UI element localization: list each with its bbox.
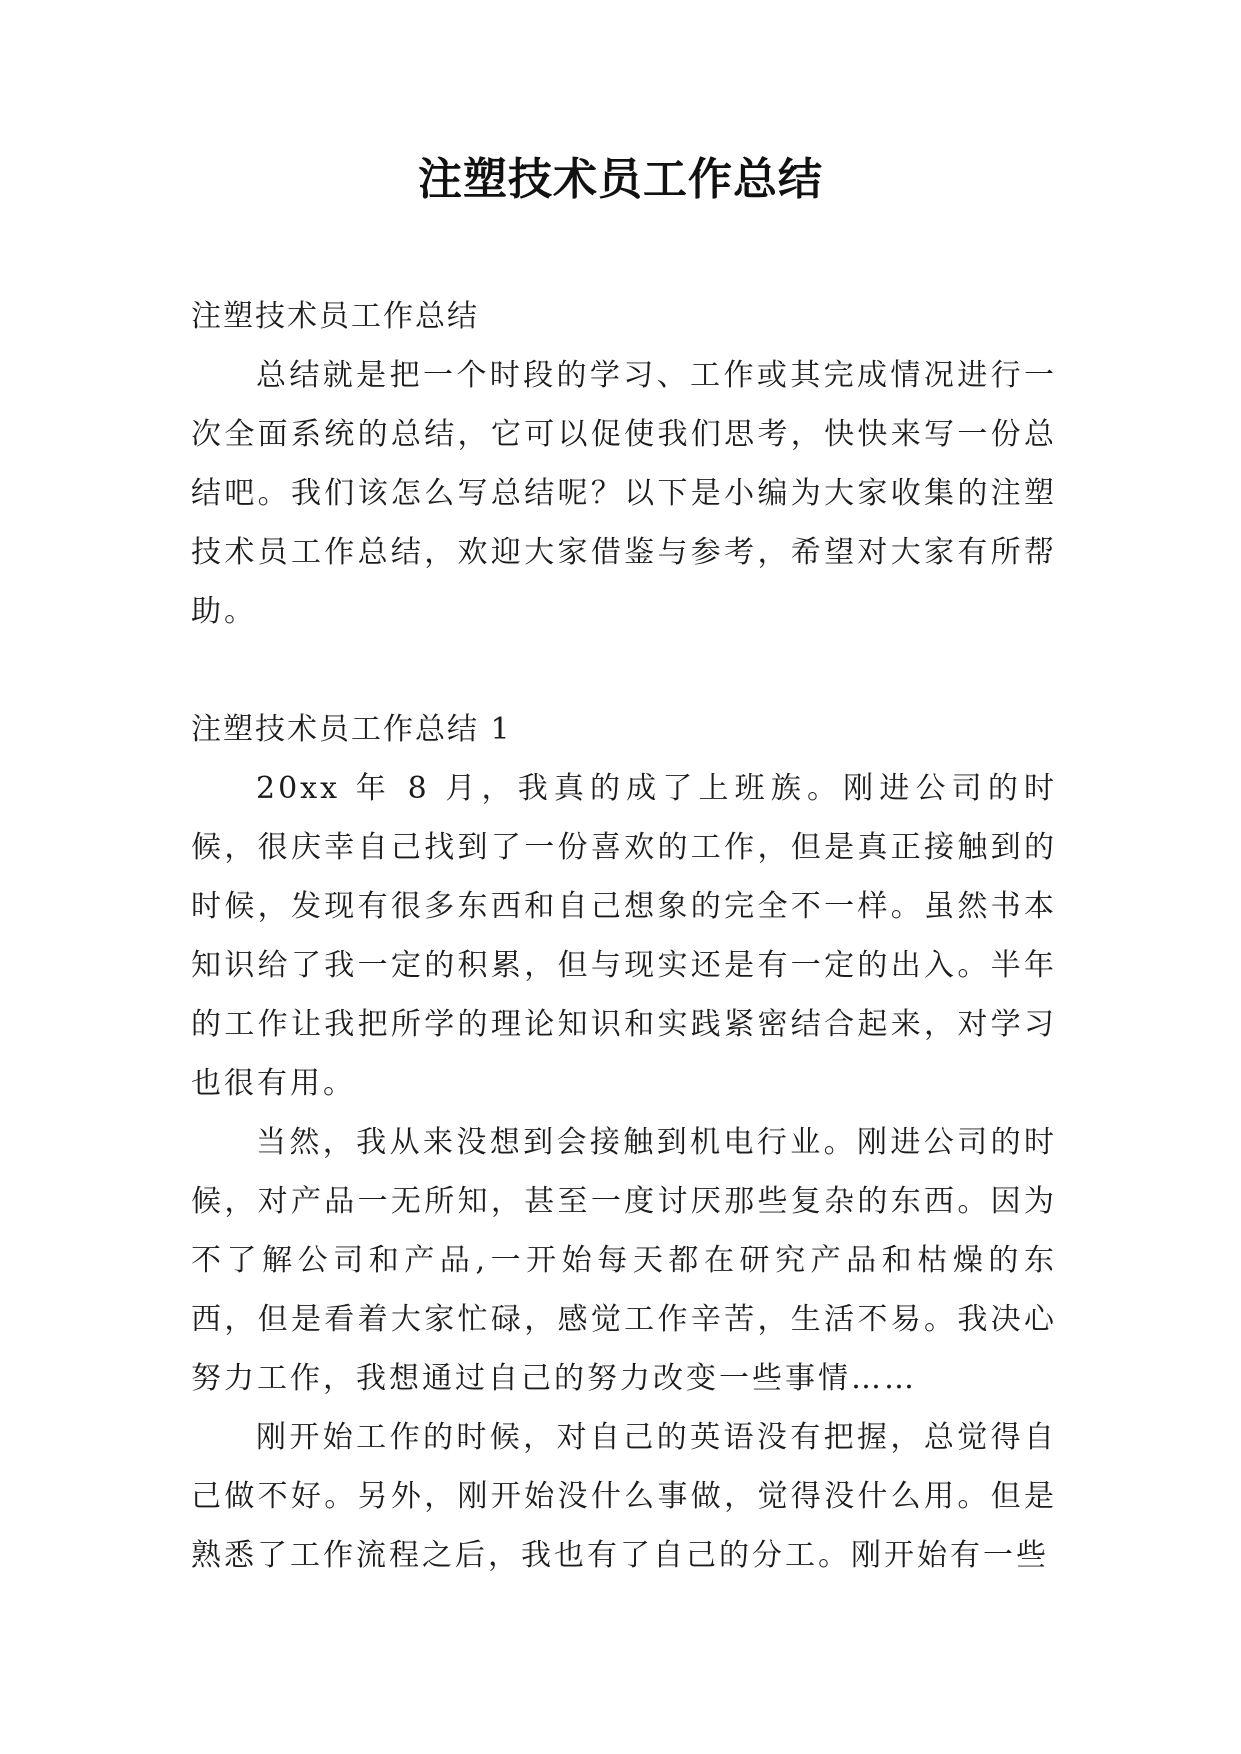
body-paragraph: 刚开始工作的时候，对自己的英语没有把握，总觉得自己做不好。另外，刚开始没什么事做，觉得没什么用。但是熟悉了工作流程之后，我也有了自己的分工。刚开始有一些 [191,1420,1057,1573]
document-body [191,287,1057,1585]
document-title: 注塑技术员工作总结 [418,154,823,205]
intro-paragraph: 总结就是把一个时段的学习、工作或其完成情况进行一次全面系统的总结，它可以促使我们思考，快快来写一份总结吧。我们该怎么写总结呢？以下是小编为大家收集的注塑技术员工作总结，欢迎大家借鉴与参考，希望对大家有所帮助。 [191,358,1057,629]
section-heading: 注塑技术员工作总结 1 [191,712,512,747]
body-paragraph: 20xx 年 8 月，我真的成了上班族。刚进公司的时候，很庆幸自己找到了一份喜欢的工作，但是真正接触到的时候，发现有很多东西和自己想象的完全不一样。虽然书本知识给了我一定的积累，但与现实还是有一定的出入。半年的工作让我把所学的理论知识和实践紧密结合起来，对学习也很有用。 [191,771,1057,1101]
section-spacer [191,641,1057,700]
intro-heading: 注塑技术员工作总结 [191,299,479,334]
body-paragraph: 当然，我从来没想到会接触到机电行业。刚进公司的时候，对产品一无所知，甚至一度讨厌那些复杂的东西。因为不了解公司和产品,一开始每天都在研究产品和枯燥的东西，但是看着大家忙碌，感觉工作辛苦，生活不易。我决心努力工作，我想通过自己的努力改变一些事情…… [191,1125,1057,1396]
